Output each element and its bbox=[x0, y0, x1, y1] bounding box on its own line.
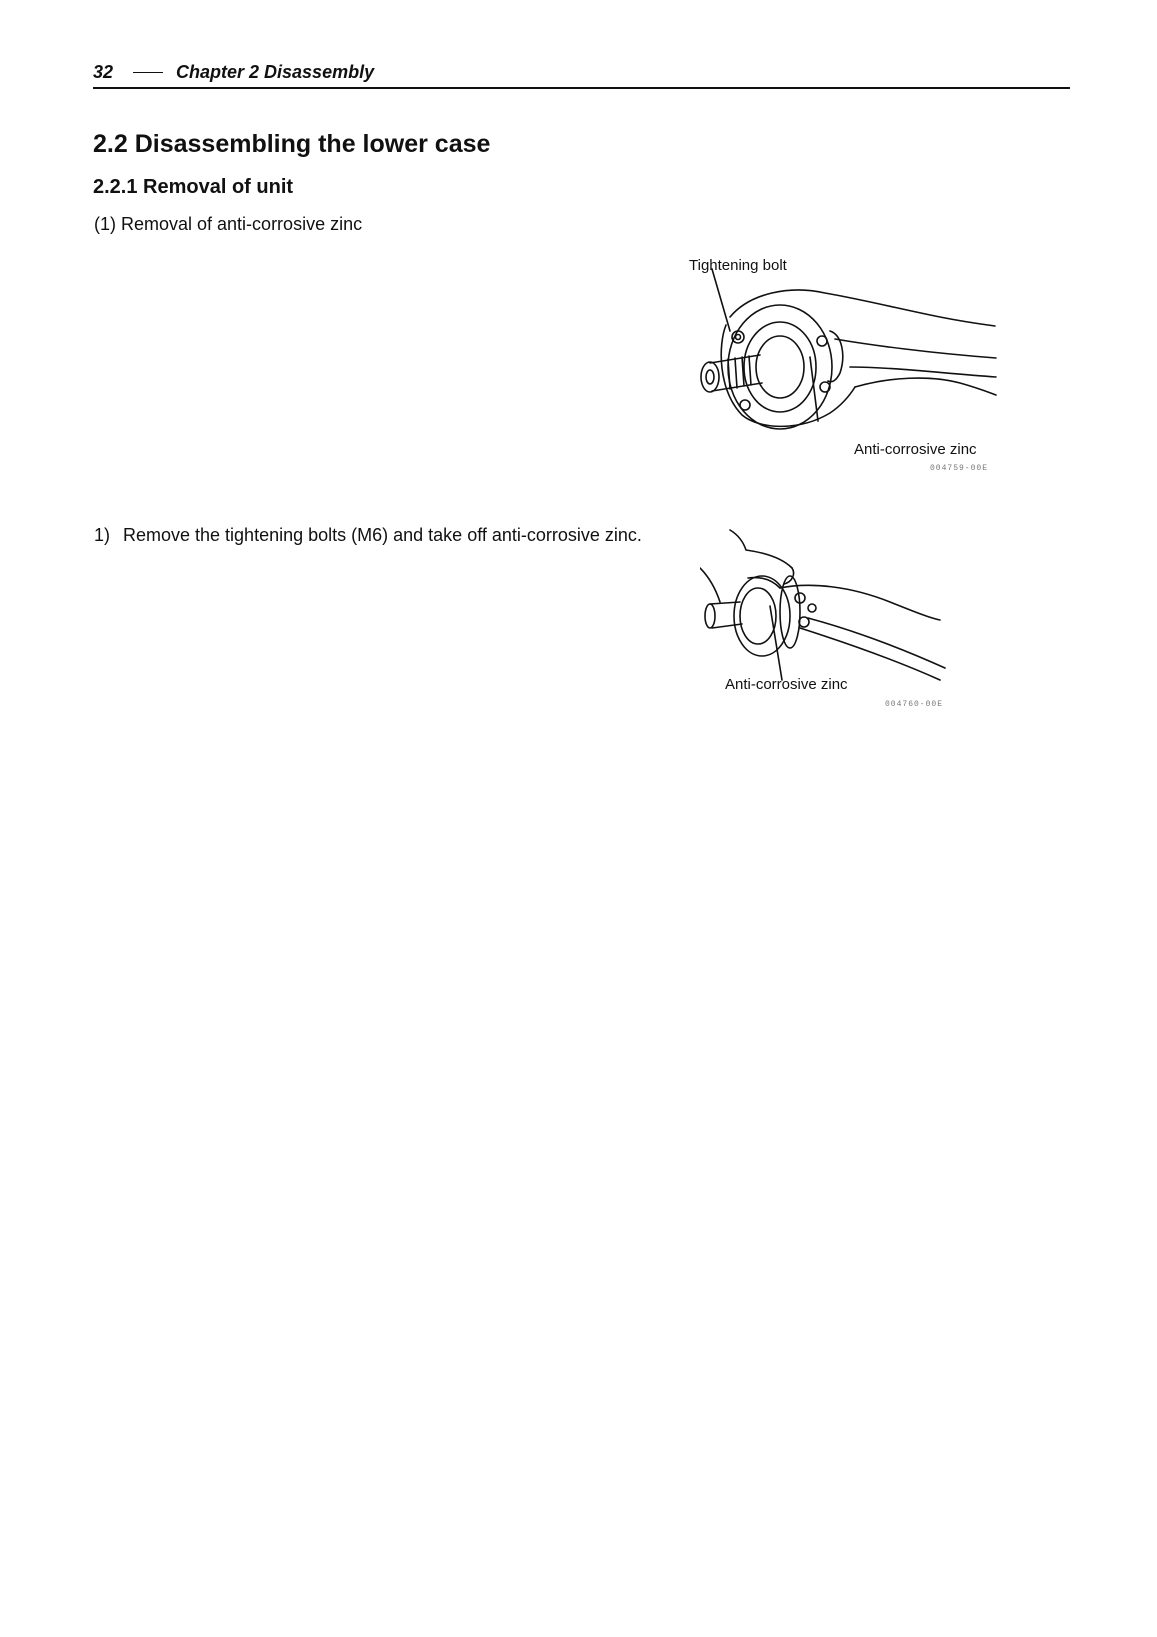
figure-1 bbox=[690, 255, 1010, 480]
figure-2 bbox=[700, 528, 1000, 758]
page-number: 32 bbox=[93, 62, 114, 82]
callout-tightening-bolt: Tightening bolt bbox=[689, 257, 787, 274]
section-heading: 2.2 Disassembling the lower case bbox=[93, 130, 491, 158]
step-1 bbox=[94, 520, 654, 550]
running-head bbox=[93, 58, 1070, 88]
header-rule bbox=[93, 87, 1070, 89]
callout-anti-corrosive-zinc-2: Anti-corrosive zinc bbox=[725, 676, 848, 693]
item-heading: (1) Removal of anti-corrosive zinc bbox=[94, 214, 363, 234]
figure-2-illustration bbox=[700, 528, 1000, 758]
step-text: Remove the tightening bolts (M6) and take off anti-corrosive zinc. bbox=[123, 525, 642, 545]
chapter-title: Chapter 2 Disassembly bbox=[176, 62, 375, 82]
step-number: 1) bbox=[94, 525, 111, 545]
figure-code-2: 004760-00E bbox=[885, 700, 944, 709]
subsection-heading: 2.2.1 Removal of unit bbox=[93, 176, 294, 198]
header-dash bbox=[133, 72, 163, 73]
callout-anti-corrosive-zinc: Anti-corrosive zinc bbox=[854, 441, 977, 458]
figure-code: 004759-00E bbox=[930, 464, 989, 473]
